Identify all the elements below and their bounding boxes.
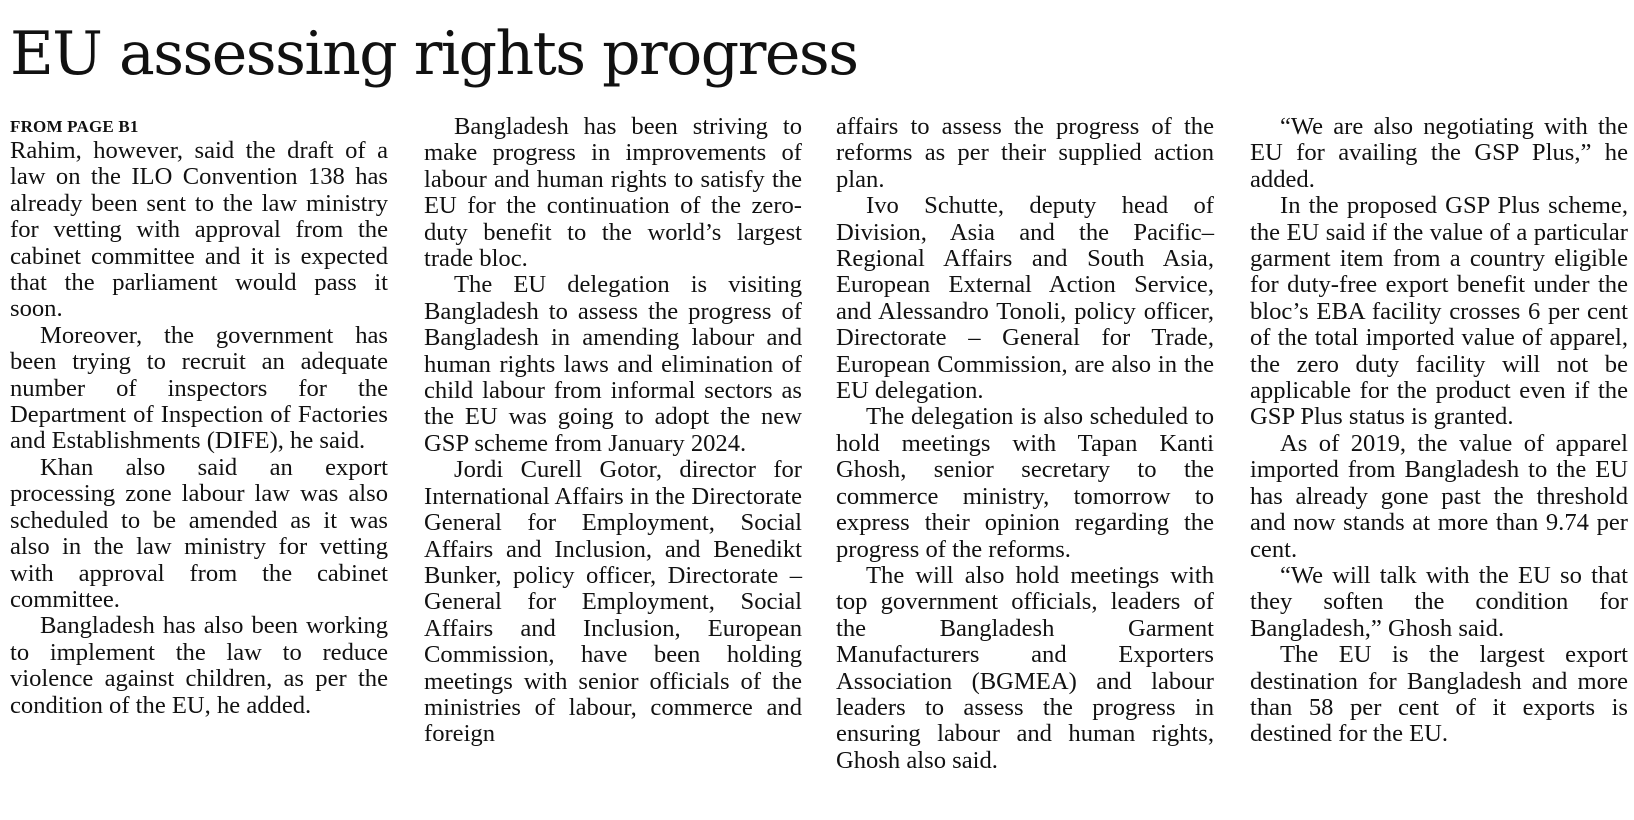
paragraph: The EU delegation is visiting Bangladesh to assess the progress of Bangladesh in amending labour and human rights laws and elimination of child labour from informal sectors as the EU was going to adopt the new GSP scheme from January 2024. (424, 271, 802, 457)
paragraph: “We are also negotiating with the EU for availing the GSP Plus,” he added. (1250, 113, 1628, 193)
paragraph: The will also hold meetings with top government officials, leaders of the Bangladesh Garment Manufacturers and Exporters Association (BGMEA) and labour leaders to assess the progress in ensuring labour and human rights, Ghosh also said. (836, 561, 1214, 774)
paragraph: Jordi Curell Gotor, director for International Affairs in the Directorate General for Employment, Social Affairs and Inclusion, and Benedikt Bunker, policy officer, Directorate – General for Employment, Social Affairs and Inclusion, European Commission, have been holding meetings with senior officials of the ministries of labour, commerce and foreign (424, 456, 802, 748)
paragraph: In the proposed GSP Plus scheme, the EU said if the value of a particular garment item from a country eligible for duty-free export benefit under the bloc’s EBA facility crosses 6 per cent of the total imported value of apparel, the zero duty facility will not be applicable for the product even if the GSP Plus status is granted. (1250, 192, 1628, 431)
article-column-4 (1250, 114, 1628, 748)
headline: EU assessing rights progress (10, 19, 858, 89)
paragraph: “We will talk with the EU so that they soften the condition for Bangladesh,” Ghosh said. (1250, 561, 1628, 642)
paragraph: The delegation is also scheduled to hold meetings with Tapan Kanti Ghosh, senior secretary to the commerce ministry, tomorrow to express their opinion regarding the progress of the reforms. (836, 403, 1214, 563)
paragraph: Bangladesh has been striving to make progress in improvements of labour and human rights to satisfy the EU for the continuation of the zero-duty benefit to the world’s largest trade bloc. (424, 113, 802, 273)
paragraph: Ivo Schutte, deputy head of Division, Asia and the Pacific–Regional Affairs and South Asia, European External Action Service, and Alessandro Tonoli, policy officer, Directorate – General for Trade, European Commission, are also in the EU delegation. (836, 192, 1214, 405)
paragraph: Rahim, however, said the draft of a law on the ILO Convention 138 has already been sent to the law ministry for vetting with approval from the cabinet committee and it is expected that the parliament would pass it soon. (10, 137, 388, 323)
paragraph: affairs to assess the progress of the reforms as per their supplied action plan. (836, 113, 1214, 193)
article-column-1 (10, 114, 388, 719)
article-column-2 (424, 114, 802, 748)
paragraph: Bangladesh has also been working to implement the law to reduce violence against children, as per the condition of the EU, he added. (10, 612, 388, 719)
paragraph: As of 2019, the value of apparel imported from Bangladesh to the EU has already gone past the threshold and now stands at more than 9.74 per cent. (1250, 429, 1628, 563)
article-column-3 (836, 114, 1214, 774)
paragraph: The EU is the largest export destination for Bangladesh and more than 58 per cent of it exports is destined for the EU. (1250, 641, 1628, 748)
paragraph: Moreover, the government has been trying to recruit an adequate number of inspectors for the Department of Inspection of Factories and Establishments (DIFE), he said. (10, 321, 388, 455)
kicker: FROM PAGE B1 (10, 117, 139, 136)
paragraph: Khan also said an export processing zone labour law was also scheduled to be amended as it was also in the law ministry for vetting with approval from the cabinet committee. (10, 453, 388, 613)
